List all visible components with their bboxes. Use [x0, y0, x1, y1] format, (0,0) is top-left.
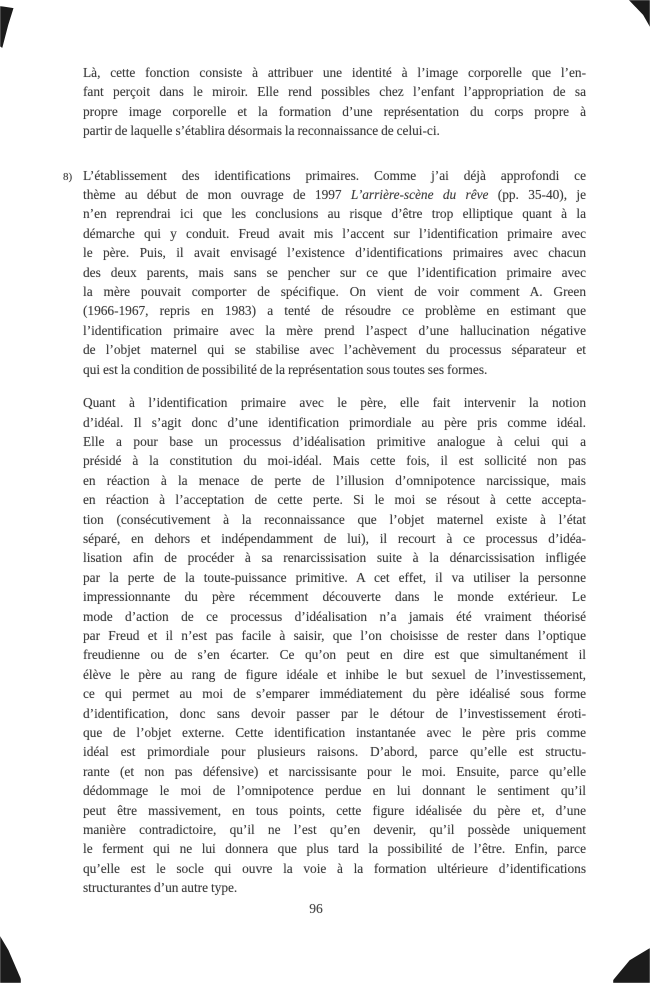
text-line: partir de laquelle s’établira désormais la reconnaissance de celui-ci.: [83, 123, 440, 139]
text-line: que de l’objet externe. Cette identification instantanée avec le père pris comme: [83, 725, 586, 740]
text-line: la mère pouvait comporter de spécifique. On vient de voir comment A. Green: [83, 284, 586, 300]
page-number: 96: [309, 901, 323, 916]
intro-paragraph: [83, 63, 586, 141]
text-line: thème au début de mon ouvrage de 1997 L’arrière-scène du rêve (pp. 35-40), je: [83, 187, 586, 203]
text-line: impressionnante du père récemment découverte dans le monde extérieur. Le: [83, 589, 586, 605]
scan-artifact-top-right-icon: [627, 0, 650, 27]
text-line: rante (et non pas défensive) et narcissisante pour le moi. Ensuite, parce qu’elle: [83, 763, 586, 779]
text-block: [63, 63, 586, 898]
text-line: démarche qui y conduit. Freud avait mis l’accent sur l’identification primaire avec: [83, 225, 586, 241]
text-line: le père. Puis, il avait envisagé l’existence d’identifications primaires avec chacun: [83, 245, 586, 261]
text-line: structurantes d’un autre type.: [83, 880, 238, 896]
text-line: (1966-1967, repris en 1983) a tenté de résoudre ce problème en estimant que: [83, 303, 586, 319]
text-line: qu’elle est le socle qui ouvre la voie à la formation ultérieure d’identifications: [83, 860, 586, 876]
text-line: fant perçoit dans le miroir. Elle rend possibles chez l’enfant l’appropriation de sa: [83, 84, 586, 100]
text-line: freudienne ou de s’en écarter. Ce qu’on peut en dire est que simultanément il: [83, 647, 586, 663]
text-line: mode d’action de ce processus d’idéalisation n’a jamais été vraiment théorisé: [83, 608, 586, 624]
text-line: idéal est primordiale pour plusieurs raisons. D’abord, parce qu’elle est structu-: [83, 744, 586, 760]
text-line: en réaction à l’acceptation de cette perte. Si le moi se résout à cette accepta-: [83, 492, 586, 508]
book-title-italic: L’arrière-scène du rêve: [350, 187, 489, 203]
text-line: séparé, en dehors et indépendamment de lui), il recourt à ce processus d’idéa-: [83, 530, 586, 546]
text-line: L’établissement des identifications primaires. Comme j’ai déjà approfondi ce: [83, 167, 586, 183]
text-line: tion (consécutivement à la reconnaissance que l’objet maternel existe à l’état: [83, 511, 586, 527]
list-item-marker: 8): [63, 170, 73, 183]
text-line: par Freud et il n’est pas facile à saisir, que l’on choisisse de rester dans l’optique: [83, 627, 586, 643]
text-line: qui est la condition de possibilité de la représentation sous toutes ses formes.: [83, 361, 488, 377]
text-line: ce qui permet au moi de s’emparer immédiatement du père idéalisé sous forme: [83, 686, 586, 702]
text-line: par la perte de la toute-puissance primitive. A cet effet, il va utiliser la personne: [83, 569, 586, 585]
text-line: en réaction à la menace de perte de l’illusion d’omnipotence narcissique, mais: [83, 472, 586, 488]
text-line: des deux parents, mais sans se pencher sur ce que l’identification primaire avec: [83, 264, 586, 280]
text-line: élève le père au rang de figure idéale et inhibe le but sexuel de l’investissement,: [83, 666, 586, 682]
text-line: d’idéal. Il s’agit donc d’une identification primordiale au père pris comme idéal.: [83, 414, 586, 430]
item-8-paragraph: [63, 166, 586, 379]
text-line: le ferment qui ne lui donnera que plus tard la possibilité de l’être. Enfin, parce: [83, 841, 586, 857]
text-line: l’identification primaire avec la mère prend l’aspect d’une hallucination négative: [83, 322, 586, 338]
text-line: propre image corporelle et la formation d’une représentation du corps propre à: [83, 103, 586, 119]
text-line: n’en reprendrai ici que les conclusions au risque d’être trop elliptique quant à la: [83, 206, 586, 222]
text-line: Quant à l’identification primaire avec le père, elle fait intervenir la notion: [83, 395, 586, 411]
scan-artifact-bottom-right-icon: [613, 948, 650, 983]
text-line: d’identification, donc sans devoir passer par le détour de l’investissement éroti-: [83, 705, 586, 721]
scan-artifact-bottom-left-icon: [0, 936, 21, 983]
text-line: de l’objet maternel qui se stabilise avec l’achèvement du processus séparateur et: [83, 342, 586, 358]
text-line: Là, cette fonction consiste à attribuer une identité à l’image corporelle que l’en-: [83, 65, 586, 80]
text-line: peut être massivement, en tous points, cette figure idéalisée du père et, d’une: [83, 802, 586, 818]
text-line: manière contradictoire, qu’il ne l’est qu’en devenir, qu’il possède uniquement: [83, 822, 586, 838]
text-line: lisation afin de procéder à sa renarcissisation suite à la dénarcissisation infligée: [83, 550, 586, 566]
text-line: présidé à la constitution du moi-idéal. Mais cette fois, il est sollicité non pas: [83, 453, 586, 469]
continuation-paragraph: [83, 393, 586, 898]
text-line: dédommage le moi de l’omnipotence perdue en lui donnant le sentiment qu’il: [83, 783, 586, 799]
text-line: Elle a pour base un processus d’idéalisation primitive analogue à celui qui a: [83, 433, 586, 449]
scan-artifact-top-left-icon: [0, 6, 15, 48]
